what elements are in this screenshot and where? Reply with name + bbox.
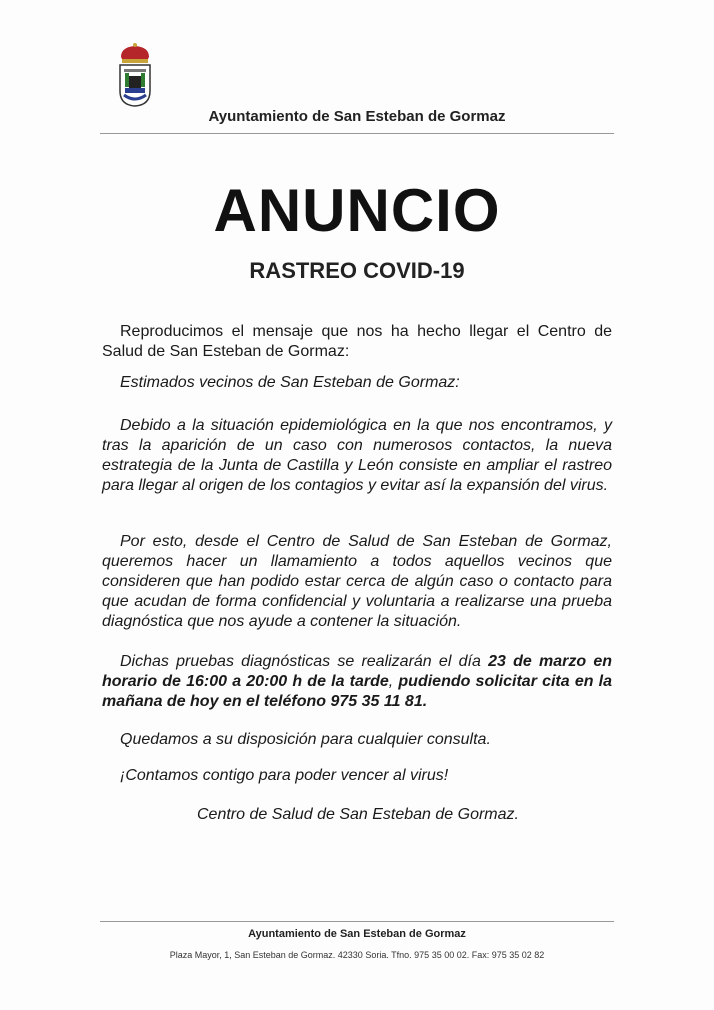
page-title: ANUNCIO [213,177,501,244]
paragraph-closing: ¡Contamos contigo para poder vencer al virus! [120,767,449,784]
header-organization: Ayuntamiento de San Esteban de Gormaz [208,108,506,125]
footer-divider [100,921,614,922]
footer-address: Plaza Mayor, 1, San Esteban de Gormaz. 42330 Soria. Tfno. 975 35 00 02. Fax: 975 35 02 82 [169,950,545,960]
signature: Centro de Salud de San Esteban de Gormaz. [197,806,519,823]
tests-phone: pudiendo solicitar cita en la mañana de hoy en el teléfono 975 35 11 81. [102,673,613,710]
header-divider [100,133,614,134]
footer-organization: Ayuntamiento de San Esteban de Gormaz [248,928,466,940]
tests-text: Dichas pruebas diagnósticas se realizarán el día [120,653,489,670]
intro-paragraph: Reproducimos el mensaje que nos ha hecho llegar el Centro de Salud de San Esteban de Gormaz: [102,323,612,360]
paragraph-disposal: Quedamos a su disposición para cualquier consulta. [120,731,491,748]
greeting: Estimados vecinos de San Esteban de Gormaz: [120,374,460,391]
paragraph-situation: Debido a la situación epidemiológica en la que nos encontramos, y tras la aparición de un caso con numerosos contactos, la nueva estrategia de la Junta de Castilla y León consiste en ampliar el rastreo para llegar al origen de los contagios y evitar así la expansión del virus. [102,417,612,494]
page-subtitle: RASTREO COVID-19 [249,258,465,283]
paragraph-call: Por esto, desde el Centro de Salud de San Esteban de Gormaz, queremos hacer un llamamiento a todos aquellos vecinos que consideren que han podido estar cerca de algún caso o contacto para que acudan de forma confidencial y voluntaria a realizarse una prueba diagnóstica que nos ayude a contener la situación. [102,533,612,630]
coat-of-arms-icon [117,43,153,107]
tests-sep: , [388,673,399,690]
paragraph-tests [102,652,612,712]
tests-date: 23 de marzo en horario de 16:00 a 20:00 h de la tarde [102,653,613,690]
